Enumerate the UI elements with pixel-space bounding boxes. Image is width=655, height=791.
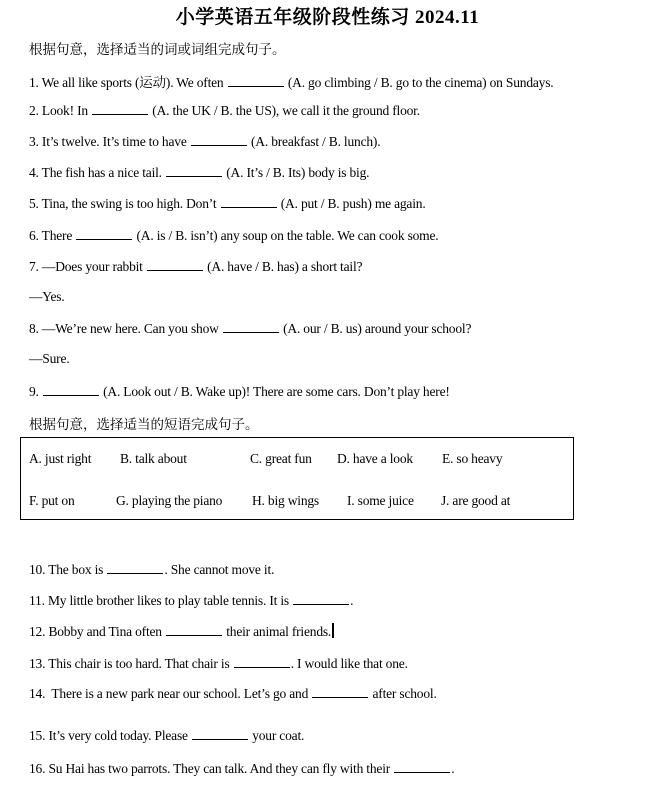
question-choices: (A. It’s / B. Its) body is big. <box>226 165 370 180</box>
question-text: 11. My little brother likes to play table tennis. It is <box>29 593 289 608</box>
answer-blank[interactable] <box>76 227 132 240</box>
question-text: 4. The fish has a nice tail. <box>29 165 162 180</box>
option-a: A. just right <box>29 451 92 466</box>
answer-blank[interactable] <box>192 727 248 740</box>
question-text: 3. It’s twelve. It’s time to have <box>29 134 187 149</box>
question-5 <box>29 195 426 212</box>
question-text: 16. Su Hai has two parrots. They can talk. And they can fly with their <box>29 761 391 776</box>
option-h: H. big wings <box>252 493 319 508</box>
question-13 <box>29 655 408 672</box>
question-choices: (A. the UK / B. the US), we call it the ground floor. <box>152 103 420 118</box>
answer-blank[interactable] <box>234 655 290 668</box>
answer-blank[interactable] <box>191 133 247 146</box>
answer-blank[interactable] <box>166 164 222 177</box>
option-f: F. put on <box>29 493 75 508</box>
question-text: 6. There <box>29 228 73 243</box>
question-text: 1. We all like sports (运动). We often <box>29 75 224 90</box>
answer-blank[interactable] <box>147 258 203 271</box>
question-text: 7. —Does your rabbit <box>29 259 143 274</box>
question-6 <box>29 227 438 244</box>
question-text-after: . <box>350 593 354 608</box>
question-14 <box>29 685 437 702</box>
question-text-after: after school. <box>372 686 437 701</box>
dialogue-reply-8: —Sure. <box>29 351 70 366</box>
question-text-after: . <box>451 761 455 776</box>
answer-blank[interactable] <box>223 320 279 333</box>
question-text: 9. <box>29 384 39 399</box>
question-12 <box>29 623 334 640</box>
phrase-options-box <box>20 437 574 520</box>
question-choices: (A. our / B. us) around your school? <box>283 321 472 336</box>
question-text-after: . I would like that one. <box>290 656 408 671</box>
question-15 <box>29 727 304 744</box>
dialogue-reply-7: —Yes. <box>29 289 65 304</box>
question-text: 8. —We’re new here. Can you show <box>29 321 219 336</box>
question-choices: (A. have / B. has) a short tail? <box>207 259 363 274</box>
answer-blank[interactable] <box>107 561 163 574</box>
answer-blank[interactable] <box>228 74 284 87</box>
question-9 <box>29 383 450 400</box>
option-d: D. have a look <box>337 451 413 466</box>
option-c: C. great fun <box>250 451 312 466</box>
section-instruction-2: 根据句意，选择适当的短语完成句子。 <box>29 417 259 433</box>
section-instruction-1: 根据句意，选择适当的词或词组完成句子。 <box>29 42 286 58</box>
answer-blank[interactable] <box>312 685 368 698</box>
question-11 <box>29 592 353 609</box>
page-title: 小学英语五年级阶段性练习 2024.11 <box>175 7 480 28</box>
question-text-after: your coat. <box>252 728 305 743</box>
option-b: B. talk about <box>120 451 187 466</box>
question-10 <box>29 561 274 578</box>
question-choices: (A. breakfast / B. lunch). <box>251 134 381 149</box>
answer-blank[interactable] <box>92 102 148 115</box>
option-e: E. so heavy <box>442 451 503 466</box>
answer-blank[interactable] <box>394 760 450 773</box>
question-text: 12. Bobby and Tina often <box>29 624 162 639</box>
question-text: 13. This chair is too hard. That chair is <box>29 656 230 671</box>
question-16 <box>29 760 454 777</box>
question-text: 15. It’s very cold today. Please <box>29 728 188 743</box>
question-choices: (A. Look out / B. Wake up)! There are some cars. Don’t play here! <box>103 384 450 399</box>
answer-blank[interactable] <box>43 383 99 396</box>
option-g: G. playing the piano <box>116 493 223 508</box>
question-4 <box>29 164 369 181</box>
question-7 <box>29 258 362 275</box>
text-cursor <box>332 623 334 638</box>
option-j: J. are good at <box>441 493 511 508</box>
answer-blank[interactable] <box>293 592 349 605</box>
question-1 <box>29 71 553 91</box>
question-8 <box>29 320 471 337</box>
question-text: 10. The box is <box>29 562 104 577</box>
option-i: I. some juice <box>347 493 414 508</box>
question-text: 14. There is a new park near our school. Let’s go and <box>29 686 309 701</box>
answer-blank[interactable] <box>221 195 277 208</box>
answer-blank[interactable] <box>166 623 222 636</box>
question-3 <box>29 133 380 150</box>
question-text-after: their animal friends. <box>226 624 332 639</box>
question-text: 5. Tina, the swing is too high. Don’t <box>29 196 217 211</box>
question-choices: (A. is / B. isn’t) any soup on the table. We can cook some. <box>136 228 439 243</box>
question-2 <box>29 102 420 119</box>
question-text: 2. Look! In <box>29 103 88 118</box>
question-choices: (A. go climbing / B. go to the cinema) on Sundays. <box>287 75 554 90</box>
question-text-after: . She cannot move it. <box>164 562 275 577</box>
question-choices: (A. put / B. push) me again. <box>280 196 426 211</box>
